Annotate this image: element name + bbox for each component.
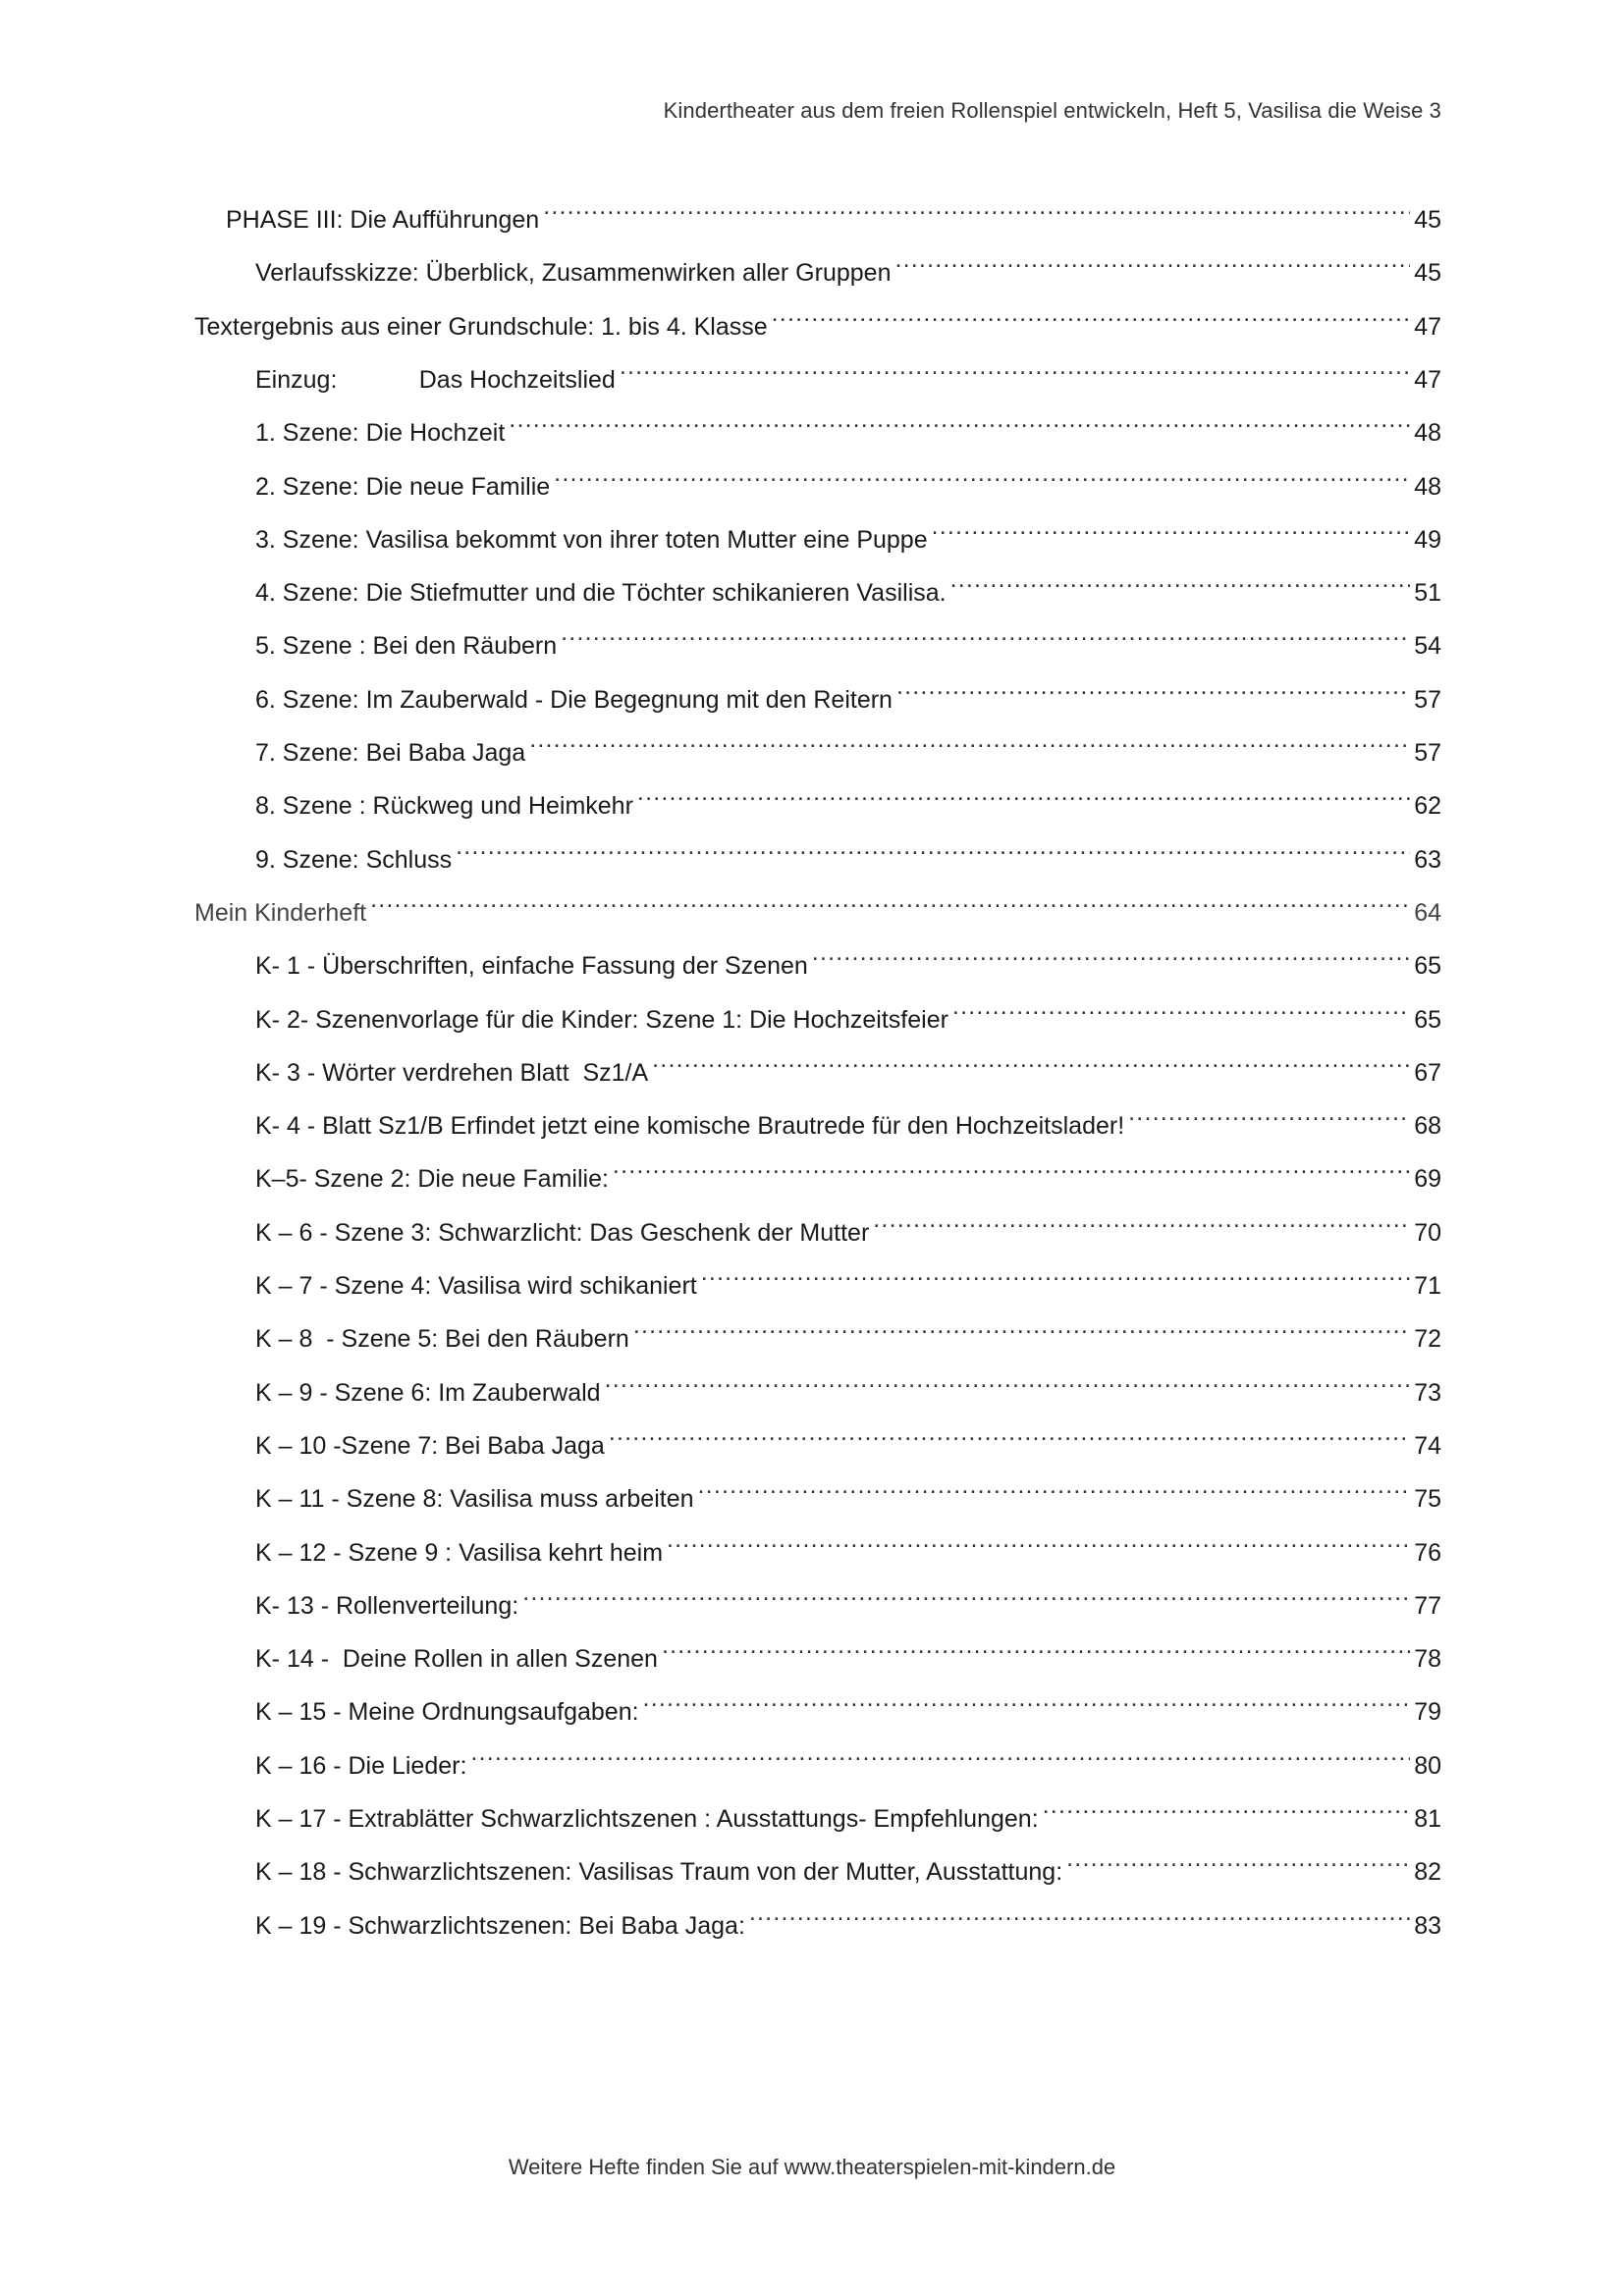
toc-dot-leader bbox=[873, 1201, 1410, 1241]
toc-entry-title: 1. Szene: Die Hochzeit bbox=[255, 419, 506, 448]
toc-dot-leader bbox=[749, 1895, 1410, 1934]
toc-entry-page-number: 48 bbox=[1414, 472, 1441, 501]
toc-entry[interactable] bbox=[255, 1895, 1441, 1940]
toc-entry[interactable] bbox=[255, 1255, 1441, 1300]
toc-dot-leader bbox=[613, 1148, 1410, 1187]
toc-entry[interactable] bbox=[255, 1308, 1441, 1354]
toc-entry-page-number: 80 bbox=[1414, 1751, 1441, 1780]
toc-dot-leader bbox=[509, 401, 1410, 441]
toc-dot-leader bbox=[605, 1362, 1411, 1401]
toc-entry-page-number: 62 bbox=[1414, 792, 1441, 821]
toc-entry-title: Verlaufsskizze: Überblick, Zusammenwirken aller Gruppen bbox=[255, 259, 892, 288]
toc-entry[interactable] bbox=[255, 508, 1441, 554]
toc-entry-title: K- 3 - Wörter verdrehen Blatt Sz1/A bbox=[255, 1058, 649, 1087]
toc-entry[interactable] bbox=[255, 721, 1441, 767]
toc-dot-leader bbox=[894, 241, 1410, 281]
toc-entry[interactable] bbox=[255, 348, 1441, 394]
toc-entry[interactable] bbox=[255, 1201, 1441, 1247]
toc-entry-page-number: 75 bbox=[1414, 1485, 1441, 1514]
toc-entry-page-number: 70 bbox=[1414, 1218, 1441, 1247]
toc-dot-leader bbox=[522, 1575, 1410, 1614]
toc-entry-page-number: 48 bbox=[1414, 419, 1441, 448]
toc-entry-title: K – 7 - Szene 4: Vasilisa wird schikaniert bbox=[255, 1272, 697, 1300]
toc-entry[interactable] bbox=[255, 1148, 1441, 1194]
toc-entry-page-number: 79 bbox=[1414, 1698, 1441, 1727]
toc-entry-page-number: 67 bbox=[1414, 1058, 1441, 1087]
toc-entry-page-number: 78 bbox=[1414, 1645, 1441, 1674]
toc-entry-page-number: 64 bbox=[1414, 898, 1441, 927]
toc-entry-page-number: 82 bbox=[1414, 1858, 1441, 1887]
toc-dot-leader bbox=[554, 455, 1410, 495]
toc-entry-page-number: 47 bbox=[1414, 312, 1441, 341]
toc-entry[interactable] bbox=[255, 455, 1441, 501]
toc-entry-page-number: 76 bbox=[1414, 1538, 1441, 1567]
toc-entry-title: K – 18 - Schwarzlichtszenen: Vasilisas Traum von der Mutter, Ausstattung: bbox=[255, 1858, 1063, 1887]
toc-dot-leader bbox=[456, 828, 1410, 868]
toc-dot-leader bbox=[643, 1681, 1411, 1720]
toc-entry[interactable] bbox=[255, 561, 1441, 608]
toc-dot-leader bbox=[620, 348, 1410, 388]
toc-entry[interactable] bbox=[255, 828, 1441, 874]
toc-entry-title: 4. Szene: Die Stiefmutter und die Töchter schikanieren Vasilisa. bbox=[255, 579, 947, 608]
toc-entry-title: 8. Szene : Rückweg und Heimkehr bbox=[255, 792, 633, 821]
toc-dot-leader bbox=[1128, 1095, 1410, 1134]
toc-entry-title: K – 10 -Szene 7: Bei Baba Jaga bbox=[255, 1431, 605, 1460]
toc-entry[interactable] bbox=[255, 1575, 1441, 1620]
page-footer: Weitere Hefte finden Sie auf www.theaterspielen-mit-kindern.de bbox=[508, 2155, 1116, 2179]
toc-dot-leader bbox=[561, 614, 1410, 654]
toc-dot-leader bbox=[370, 881, 1410, 921]
toc-entry[interactable] bbox=[255, 774, 1441, 821]
toc-entry-page-number: 65 bbox=[1414, 952, 1441, 981]
toc-entry-title: Textergebnis aus einer Grundschule: 1. bis 4. Klasse bbox=[194, 312, 768, 341]
toc-entry-page-number: 63 bbox=[1414, 845, 1441, 874]
toc-dot-leader bbox=[662, 1628, 1410, 1667]
toc-entry-page-number: 57 bbox=[1414, 739, 1441, 767]
toc-entry-page-number: 51 bbox=[1414, 579, 1441, 608]
toc-dot-leader bbox=[529, 721, 1410, 761]
toc-entry-title: K – 11 - Szene 8: Vasilisa muss arbeiten bbox=[255, 1485, 694, 1514]
toc-entry-page-number: 71 bbox=[1414, 1272, 1441, 1300]
toc-entry-title: K – 15 - Meine Ordnungsaufgaben: bbox=[255, 1698, 639, 1727]
running-header: Kindertheater aus dem freien Rollenspiel entwickeln, Heft 5, Vasilisa die Weise 3 bbox=[663, 98, 1441, 123]
toc-entry[interactable] bbox=[255, 1841, 1441, 1887]
toc-entry-page-number: 57 bbox=[1414, 685, 1441, 714]
toc-entry-page-number: 49 bbox=[1414, 525, 1441, 554]
toc-entry-page-number: 65 bbox=[1414, 1005, 1441, 1034]
toc-dot-leader bbox=[667, 1522, 1410, 1561]
toc-entry[interactable] bbox=[255, 1362, 1441, 1407]
toc-dot-leader bbox=[701, 1255, 1410, 1294]
toc-entry-page-number: 47 bbox=[1414, 365, 1441, 394]
toc-entry[interactable] bbox=[255, 668, 1441, 714]
toc-dot-leader bbox=[772, 295, 1411, 335]
toc-entry[interactable] bbox=[255, 934, 1441, 981]
toc-entry-title: 7. Szene: Bei Baba Jaga bbox=[255, 739, 526, 767]
toc-dot-leader bbox=[1066, 1841, 1410, 1880]
toc-entry-page-number: 83 bbox=[1414, 1911, 1441, 1940]
toc-entry-title: K- 13 - Rollenverteilung: bbox=[255, 1591, 519, 1620]
toc-dot-leader bbox=[1043, 1788, 1411, 1827]
toc-entry-page-number: 45 bbox=[1414, 259, 1441, 288]
toc-entry-title: K- 4 - Blatt Sz1/B Erfindet jetzt eine komische Brautrede für den Hochzeitslader! bbox=[255, 1112, 1125, 1141]
toc-entry[interactable] bbox=[255, 241, 1441, 288]
toc-entry[interactable] bbox=[255, 1522, 1441, 1567]
toc-entry-page-number: 73 bbox=[1414, 1378, 1441, 1407]
toc-entry-page-number: 77 bbox=[1414, 1591, 1441, 1620]
toc-dot-leader bbox=[812, 934, 1410, 974]
toc-entry-title: K- 14 - Deine Rollen in allen Szenen bbox=[255, 1645, 658, 1674]
toc-entry-title: 2. Szene: Die neue Familie bbox=[255, 472, 551, 501]
toc-entry-title: 5. Szene : Bei den Räubern bbox=[255, 632, 558, 661]
toc-entry-title: K- 2- Szenenvorlage für die Kinder: Szene 1: Die Hochzeitsfeier bbox=[255, 1005, 948, 1034]
toc-entry[interactable] bbox=[226, 188, 1441, 234]
toc-dot-leader bbox=[698, 1468, 1411, 1507]
toc-entry[interactable] bbox=[255, 1095, 1441, 1141]
toc-entry-title: Einzug: Das Hochzeitslied bbox=[255, 365, 616, 394]
toc-entry-title: 9. Szene: Schluss bbox=[255, 845, 453, 874]
toc-dot-leader bbox=[637, 774, 1410, 814]
toc-entry-title: 6. Szene: Im Zauberwald - Die Begegnung mit den Reitern bbox=[255, 685, 893, 714]
toc-entry[interactable] bbox=[194, 881, 1441, 927]
toc-entry-title: Mein Kinderheft bbox=[194, 898, 367, 927]
toc-entry-page-number: 81 bbox=[1414, 1805, 1441, 1833]
toc-dot-leader bbox=[932, 508, 1411, 548]
toc-entry[interactable] bbox=[255, 614, 1441, 661]
toc-entry-page-number: 74 bbox=[1414, 1431, 1441, 1460]
toc-entry[interactable] bbox=[255, 1468, 1441, 1514]
toc-entry-title: K–5- Szene 2: Die neue Familie: bbox=[255, 1165, 609, 1194]
toc-entry-page-number: 69 bbox=[1414, 1165, 1441, 1194]
toc-entry[interactable] bbox=[255, 401, 1441, 448]
toc-dot-leader bbox=[470, 1735, 1410, 1774]
toc-entry-title: K – 8 - Szene 5: Bei den Räubern bbox=[255, 1325, 629, 1354]
toc-entry[interactable] bbox=[255, 1041, 1441, 1087]
toc-dot-leader bbox=[652, 1041, 1410, 1081]
toc-entry-page-number: 45 bbox=[1414, 206, 1441, 234]
toc-dot-leader bbox=[950, 561, 1411, 601]
toc-entry-title: K – 17 - Extrablätter Schwarzlichtszenen : Ausstattungs- Empfehlungen: bbox=[255, 1805, 1039, 1833]
toc-entry-title: 3. Szene: Vasilisa bekommt von ihrer toten Mutter eine Puppe bbox=[255, 525, 928, 554]
toc-dot-leader bbox=[633, 1308, 1410, 1347]
toc-entry[interactable] bbox=[255, 1628, 1441, 1674]
toc-dot-leader bbox=[952, 988, 1410, 1028]
toc-entry-title: PHASE III: Die Aufführungen bbox=[226, 206, 540, 234]
toc-entry-page-number: 54 bbox=[1414, 632, 1441, 661]
toc-entry-title: K- 1 - Überschriften, einfache Fassung der Szenen bbox=[255, 952, 808, 981]
toc-entry-title: K – 6 - Szene 3: Schwarzlicht: Das Geschenk der Mutter bbox=[255, 1218, 870, 1247]
toc-entry[interactable] bbox=[194, 295, 1441, 341]
toc-dot-leader bbox=[609, 1415, 1410, 1454]
toc-entry[interactable] bbox=[255, 988, 1441, 1034]
toc-entry-title: K – 16 - Die Lieder: bbox=[255, 1751, 467, 1780]
toc-entry[interactable] bbox=[255, 1735, 1441, 1780]
toc-entry-page-number: 68 bbox=[1414, 1112, 1441, 1141]
toc-entry-page-number: 72 bbox=[1414, 1325, 1441, 1354]
toc-entry[interactable] bbox=[255, 1415, 1441, 1460]
toc-entry-title: K – 9 - Szene 6: Im Zauberwald bbox=[255, 1378, 601, 1407]
toc-dot-leader bbox=[896, 668, 1410, 708]
toc-entry-title: K – 19 - Schwarzlichtszenen: Bei Baba Jaga: bbox=[255, 1911, 745, 1940]
toc-dot-leader bbox=[543, 188, 1410, 228]
toc-entry[interactable] bbox=[255, 1681, 1441, 1727]
toc-entry-title: K – 12 - Szene 9 : Vasilisa kehrt heim bbox=[255, 1538, 664, 1567]
toc-entry[interactable] bbox=[255, 1788, 1441, 1833]
